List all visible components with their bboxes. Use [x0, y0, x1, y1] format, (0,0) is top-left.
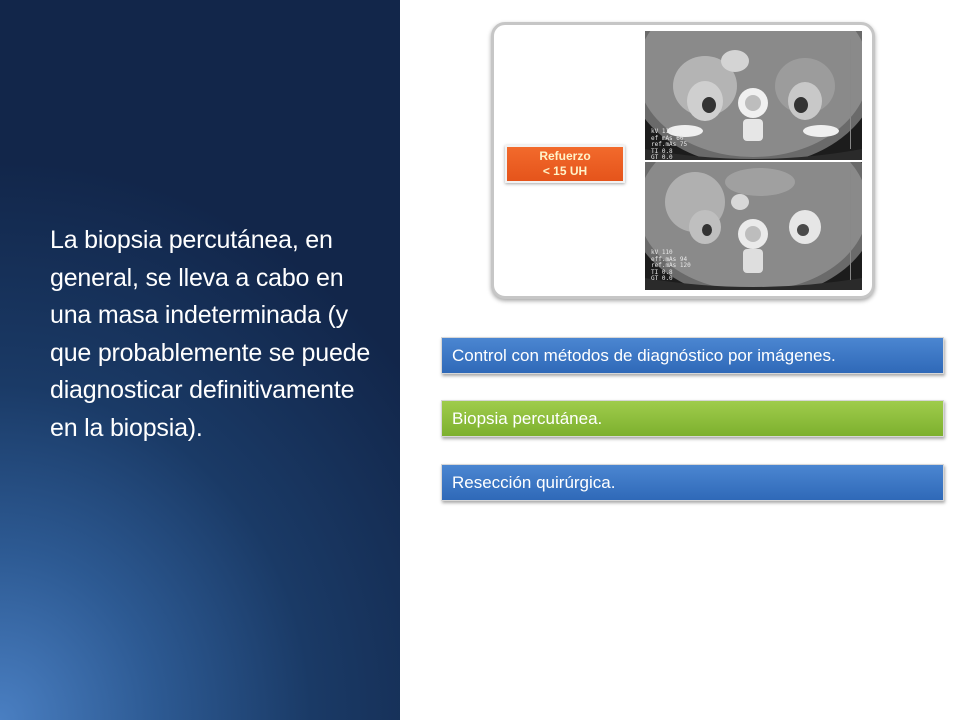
- ct-metadata-bottom: kV 110 eff.mAs 94 ref.mAs 120 TI 0.8 GT 0.0: [651, 249, 691, 282]
- enhancement-tag: [505, 145, 625, 183]
- option-surgical-resection: Resección quirúrgica.: [441, 464, 944, 501]
- ct-scale-mark: [850, 39, 858, 149]
- option-percutaneous-biopsy: Biopsia percutánea.: [441, 400, 944, 437]
- ct-metadata-top: kV 110 ef mAs 60 ref.mAs 75 TI 0.8 GT 0.0: [651, 128, 688, 160]
- ct-scale-mark: [850, 170, 858, 280]
- enhancement-tag-line1: Refuerzo: [539, 149, 591, 163]
- enhancement-tag-line2: < 15 UH: [542, 164, 588, 178]
- ct-scan-image-bottom: [645, 162, 862, 290]
- option-imaging-control: Control con métodos de diagnóstico por imágenes.: [441, 337, 944, 374]
- body-text: La biopsia percutánea, en general, se lleva a cabo en una masa indeterminada (y que probablemente se puede diagnosticar definitivamente en la biopsia).: [50, 226, 371, 442]
- ct-scan-image-top: [645, 31, 862, 160]
